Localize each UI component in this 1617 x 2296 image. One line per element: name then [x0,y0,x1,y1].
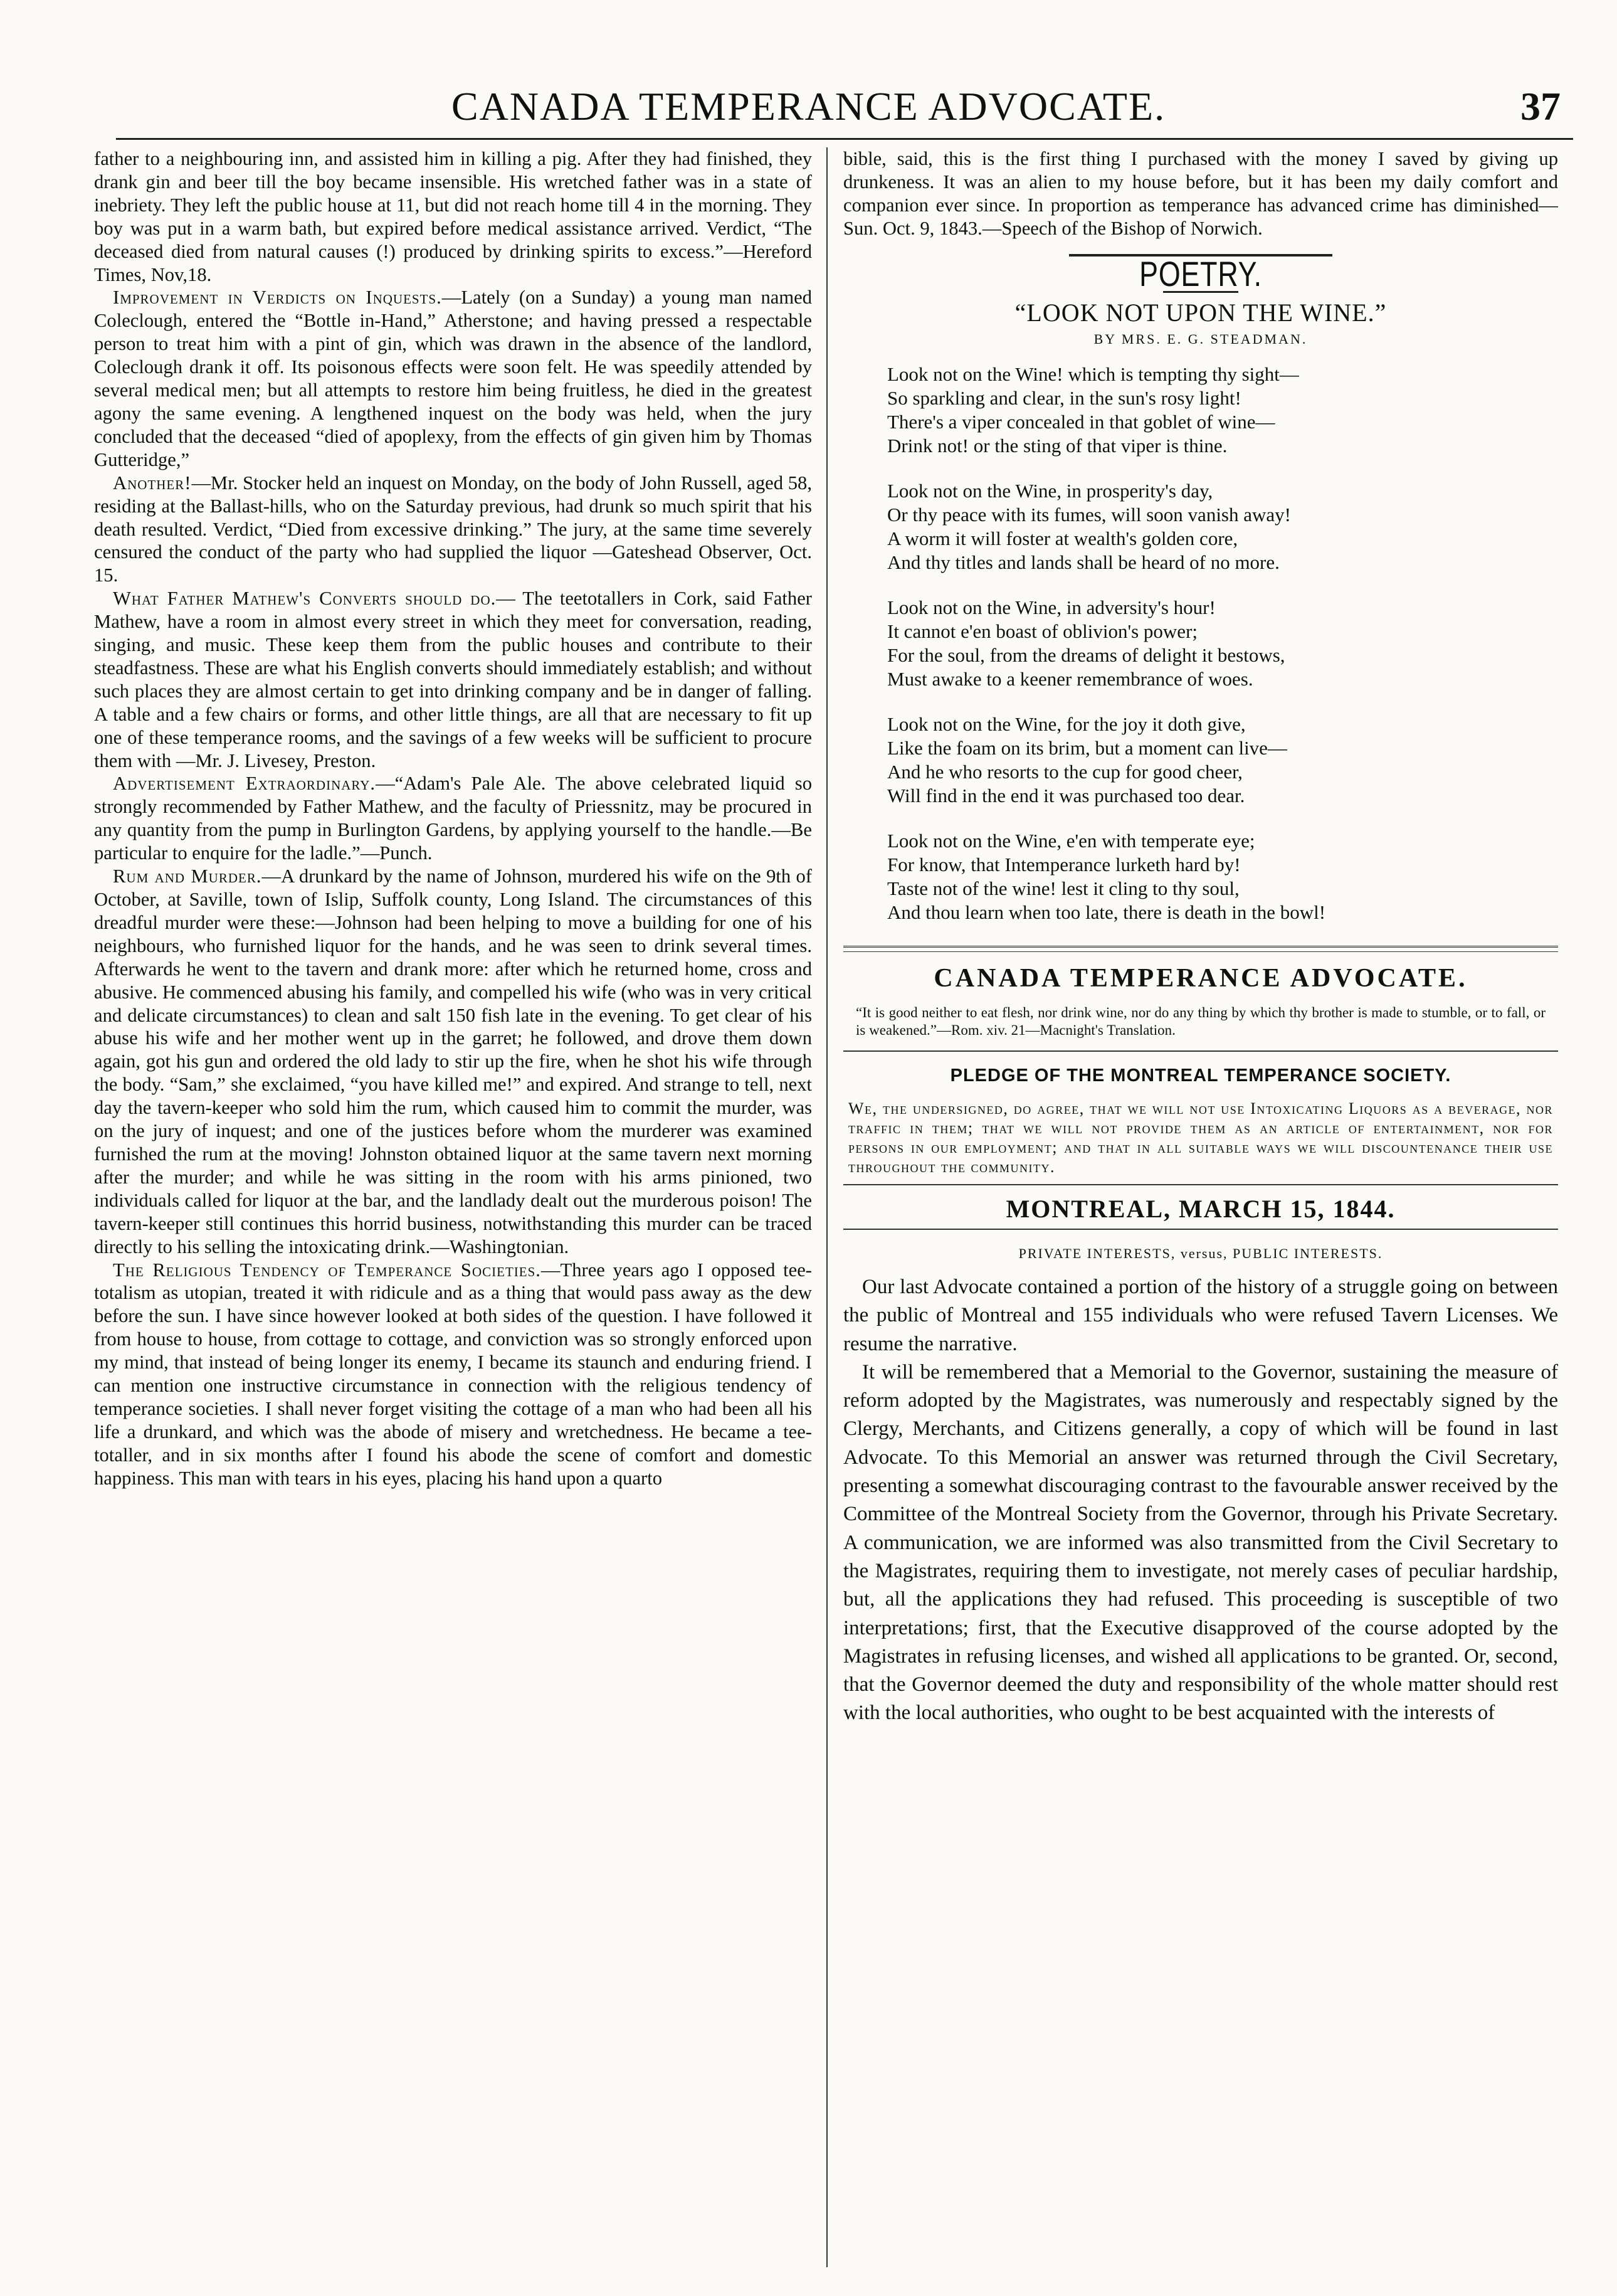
newspaper-title: CANADA TEMPERANCE ADVOCATE. [451,84,1166,129]
poem-line: Look not on the Wine, e'en with temperate eye; [887,830,1255,852]
poem-stanza [887,829,1558,924]
paragraph-rum-murder [94,865,812,1258]
page-header [38,78,1579,135]
poem-line: Look not on the Wine, in adversity's hour! [887,596,1216,619]
poem-line: Look not on the Wine! which is tempting thy sight— [887,363,1299,386]
article-subheading: PRIVATE INTERESTS, versus, PUBLIC INTERESTS. [1018,1246,1383,1262]
poem-stanza [887,479,1558,574]
paragraph-body: — The teetotallers in Cork, said Father Mathew, have a room in almost every street in which they meet for conversation, reading, singing, and music. These keep them from the public houses and contribute to their steadfastness. These are what his English converts should immediately establish; and without such places they are almost certain to get into drinking company and be in danger of falling. A table and a few chairs or forms, and other little things, are all that are necessary to fit up one of these temperance rooms, and the savings of a few weeks will be sufficient to procure them with —Mr. J. Livesey, Preston. [94,588,812,771]
article-continuation: bible, said, this is the first thing I purchased with the money I saved by giving up drunkeness. It was an alien to my house before, but it has been my daily comfort and companion ever since. In proportion as temperance has advanced crime has diminished—Sun. Oct. 9, 1843.—Speech of the Bishop of Norwich. [843,148,1558,239]
poem-line: A worm it will foster at wealth's golden core, [887,527,1238,550]
poem-line: For the soul, from the dreams of delight it bestows, [887,644,1285,667]
poem-line: Will find in the end it was purchased too dear. [887,785,1245,807]
paragraph-heading: Advertisement Extraordinary. [113,773,376,795]
section-rule [843,1184,1558,1185]
poem-line: Or thy peace with its fumes, will soon vanish away! [887,504,1291,526]
paragraph-verdicts [94,286,812,471]
advocate-masthead: CANADA TEMPERANCE ADVOCATE. [934,964,1468,993]
paragraph-body: —Three years ago I opposed tee-totalism as utopian, treated it with ridicule and as a thing that would pass away as the dew before the sun. I have since however looked at both sides of the question. I have followed it from house to house, from cottage to cottage, and conviction was so strongly enforced upon my mind, that instead of being longer its enemy, I became its staunch and enduring friend. I can mention one instructive circumstance in connection with the religious tendency of temperance societies. I shall never forget visiting the cottage of a man who had been all his life a drunkard, and which was the abode of misery and wretchedness. He became a tee-totaller, and in six months after I found his abode the scene of comfort and domestic happiness. This man with tears in his eyes, placing his hand upon a quarto [94,1259,812,1489]
poetry-heading: POETRY. [1139,253,1262,294]
poem-line: And thou learn when too late, there is death in the bowl! [887,901,1326,924]
poem-line: Drink not! or the sting of that viper is thine. [887,435,1228,457]
poem-title: “LOOK NOT UPON THE WINE.” [1014,298,1387,327]
section-rule [843,1229,1558,1230]
poem-body [843,362,1558,924]
poem-stanza [887,712,1558,808]
poem-line: Taste not of the wine! lest it cling to thy soul, [887,877,1240,900]
left-column [94,147,812,2273]
paragraph-body: —Lately (on a Sunday) a young man named Coleclough, entered the “Bottle in-Hand,” Atherstone; and having pressed a respectable person to treat him with a pint of gin, which was drawn in the absence of the landlord, Coleclough drank it off. Its poisonous effects were soon felt. He was speedily attended by several medical men; but all attempts to restore him being fruitless, he died in the greatest agony the same evening. A lengthened inquest on the body was held, when the jury concluded that the deceased “died of apoplexy, from the effects of gin given him by Thomas Gutteridge,” [94,287,812,470]
poem-stanza [887,362,1558,458]
paragraph-heading: Rum and Murder. [113,865,262,887]
pledge-text: We, the undersigned, do agree, that we will not use Intoxicating Liquors as a beverage, nor traffic in them; that we will not provide them as an article of entertainment, nor for persons in our employment; and that in all suitable ways we will discountenance their use throughout the community. [848,1099,1553,1177]
poem-line: And thy titles and lands shall be heard of no more. [887,551,1280,574]
poem-line: For know, that Intemperance lurketh hard by! [887,854,1241,876]
paragraph-heading: Another! [113,472,192,494]
poem-line: So sparkling and clear, in the sun's rosy light! [887,387,1241,410]
editorial-paragraph: Our last Advocate contained a portion of the history of a struggle going on between the public of Montreal and 155 individuals who were refused Tavern Licenses. We resume the narrative. [843,1275,1558,1355]
poem-line: Must awake to a keener remembrance of woes. [887,668,1253,690]
poem-line: Look not on the Wine, in prosperity's day, [887,480,1213,502]
date-heading: MONTREAL, MARCH 15, 1844. [1006,1195,1396,1224]
column-divider [826,147,828,2267]
masthead-motto: “It is good neither to eat flesh, nor drink wine, nor do any thing by which thy brother is made to stumble, or to fall, or is weakened.”—Rom. xiv. 21—Macnight's Translation. [856,1005,1546,1039]
pledge-heading: PLEDGE OF THE MONTREAL TEMPERANCE SOCIETY. [950,1066,1451,1086]
editorial-article [843,1273,1558,1728]
poem-line: There's a viper concealed in that goblet of wine— [887,411,1275,433]
poem-line: Like the foam on its brim, but a moment can live— [887,737,1287,759]
paragraph-body: —A drunkard by the name of Johnson, murdered his wife on the 9th of October, at Saville, town of Islip, Suffolk county, Long Island. The circumstances of this dreadful murder were these:—Johnson had been helping to move a building for one of his neighbours, who furnished liquor for the hands, and he was seen to drink several times. Afterwards he went to the tavern and drank more: after which he returned home, cross and abusive. He commenced abusing his family, and compelled his wife (who was in very critical and delicate circumstances) to clean and salt 150 fish late in the evening. To get clear of his abuse his wife and her mother went up in the garret; he followed, and drove them down again, got his gun and ordered the old lady to stir up the fire, when he shot his wife through the body. “Sam,” she exclaimed, “you have killed me!” and expired. And strange to tell, next day the tavern-keeper who sold him the rum, which caused him to commit the murder, was on the jury of inquest; and one of the justices before whom the murderer was examined furnished the rum at the moving! Johnston obtained liquor at the same tavern next morning after the murder; and while he was sitting in the room with his arms pinioned, two individuals called for liquor at the bar, and the landlady dealt out the murderous poison! The tavern-keeper still continues this horrid business, notwithstanding this murder can be traced directly to his selling the intoxicating drink.—Washingtonian. [94,865,812,1257]
paragraph-religious-tendency [94,1259,812,1490]
paragraph-heading: Improvement in Verdicts on Inquests. [113,287,442,309]
header-rule [116,138,1573,140]
paragraph-father-mathew [94,587,812,772]
poem-line: It cannot e'en boast of oblivion's power; [887,620,1198,643]
section-rule [843,946,1558,952]
paragraph-heading: What Father Mathew's Converts should do. [113,588,497,610]
poem-line: Look not on the Wine, for the joy it doth give, [887,713,1246,736]
poem-stanza [887,596,1558,691]
poem-line: And he who resorts to the cup for good cheer, [887,761,1243,783]
paragraph-body: —Mr. Stocker held an inquest on Monday, on the body of John Russell, aged 58, residing at the Ballast-hills, who on the Saturday previous, had drunk so much spirit that his death resulted. Verdict, “Died from excessive drinking.” The jury, at the same time severely censured the conduct of the party who had supplied the liquor —Gateshead Observer, Oct. 15. [94,472,812,586]
paragraph-advertisement [94,772,812,865]
editorial-paragraph: It will be remembered that a Memorial to the Governor, sustaining the measure of reform adopted by the Magistrates, was numerously and respectably signed by the Clergy, Merchants, and Citizens generally, a copy of which will be found in last Advocate. To this Memorial an answer was returned through the Civil Secretary, presenting a somewhat discouraging contrast to the favourable answer received by the Committee of the Montreal Society from the Governor, through his Private Secretary. A communication, we are informed was also transmitted from the Civil Secretary to the Magistrates, requiring them to investigate, not merely cases of peculiar hardship, but, all the applications they had refused. This proceeding is susceptible of two interpretations; first, that the Executive disapproved of the course adopted by the Magistrates in refusing licenses, and wished all applications to be granted. Or, second, that the Governor deemed the duty and responsibility of the whole matter should rest with the local authorities, who ought to be best acquainted with the interests of [843,1360,1558,1725]
paragraph-another [94,472,812,588]
paragraph-body: —“Adam's Pale Ale. The above celebrated liquid so strongly recommended by Father Mathew, and the faculty of Priessnitz, may be procured in any quantity from the pump in Burlington Gardens, by applying yourself to the handle.—Be particular to enquire for the ladle.”—Punch. [94,773,812,864]
paragraph-heading: The Religious Tendency of Temperance Societies. [113,1259,541,1281]
page-number: 37 [1520,84,1561,129]
section-rule [843,1050,1558,1052]
poem-author: BY MRS. E. G. STEADMAN. [1093,331,1308,347]
right-column [843,147,1558,2273]
article-continuation: father to a neighbouring inn, and assisted him in killing a pig. After they had finished, they drank gin and beer till the boy became insensible. His wretched father was in a state of inebriety. They left the public house at 11, but did not reach home till 4 in the morning. They boy was put in a warm bath, but expired before medical assistance arrived. Verdict, “The deceased died from natural causes (!) produced by drinking spirits to excess.”—Hereford Times, Nov,18. [94,148,812,285]
